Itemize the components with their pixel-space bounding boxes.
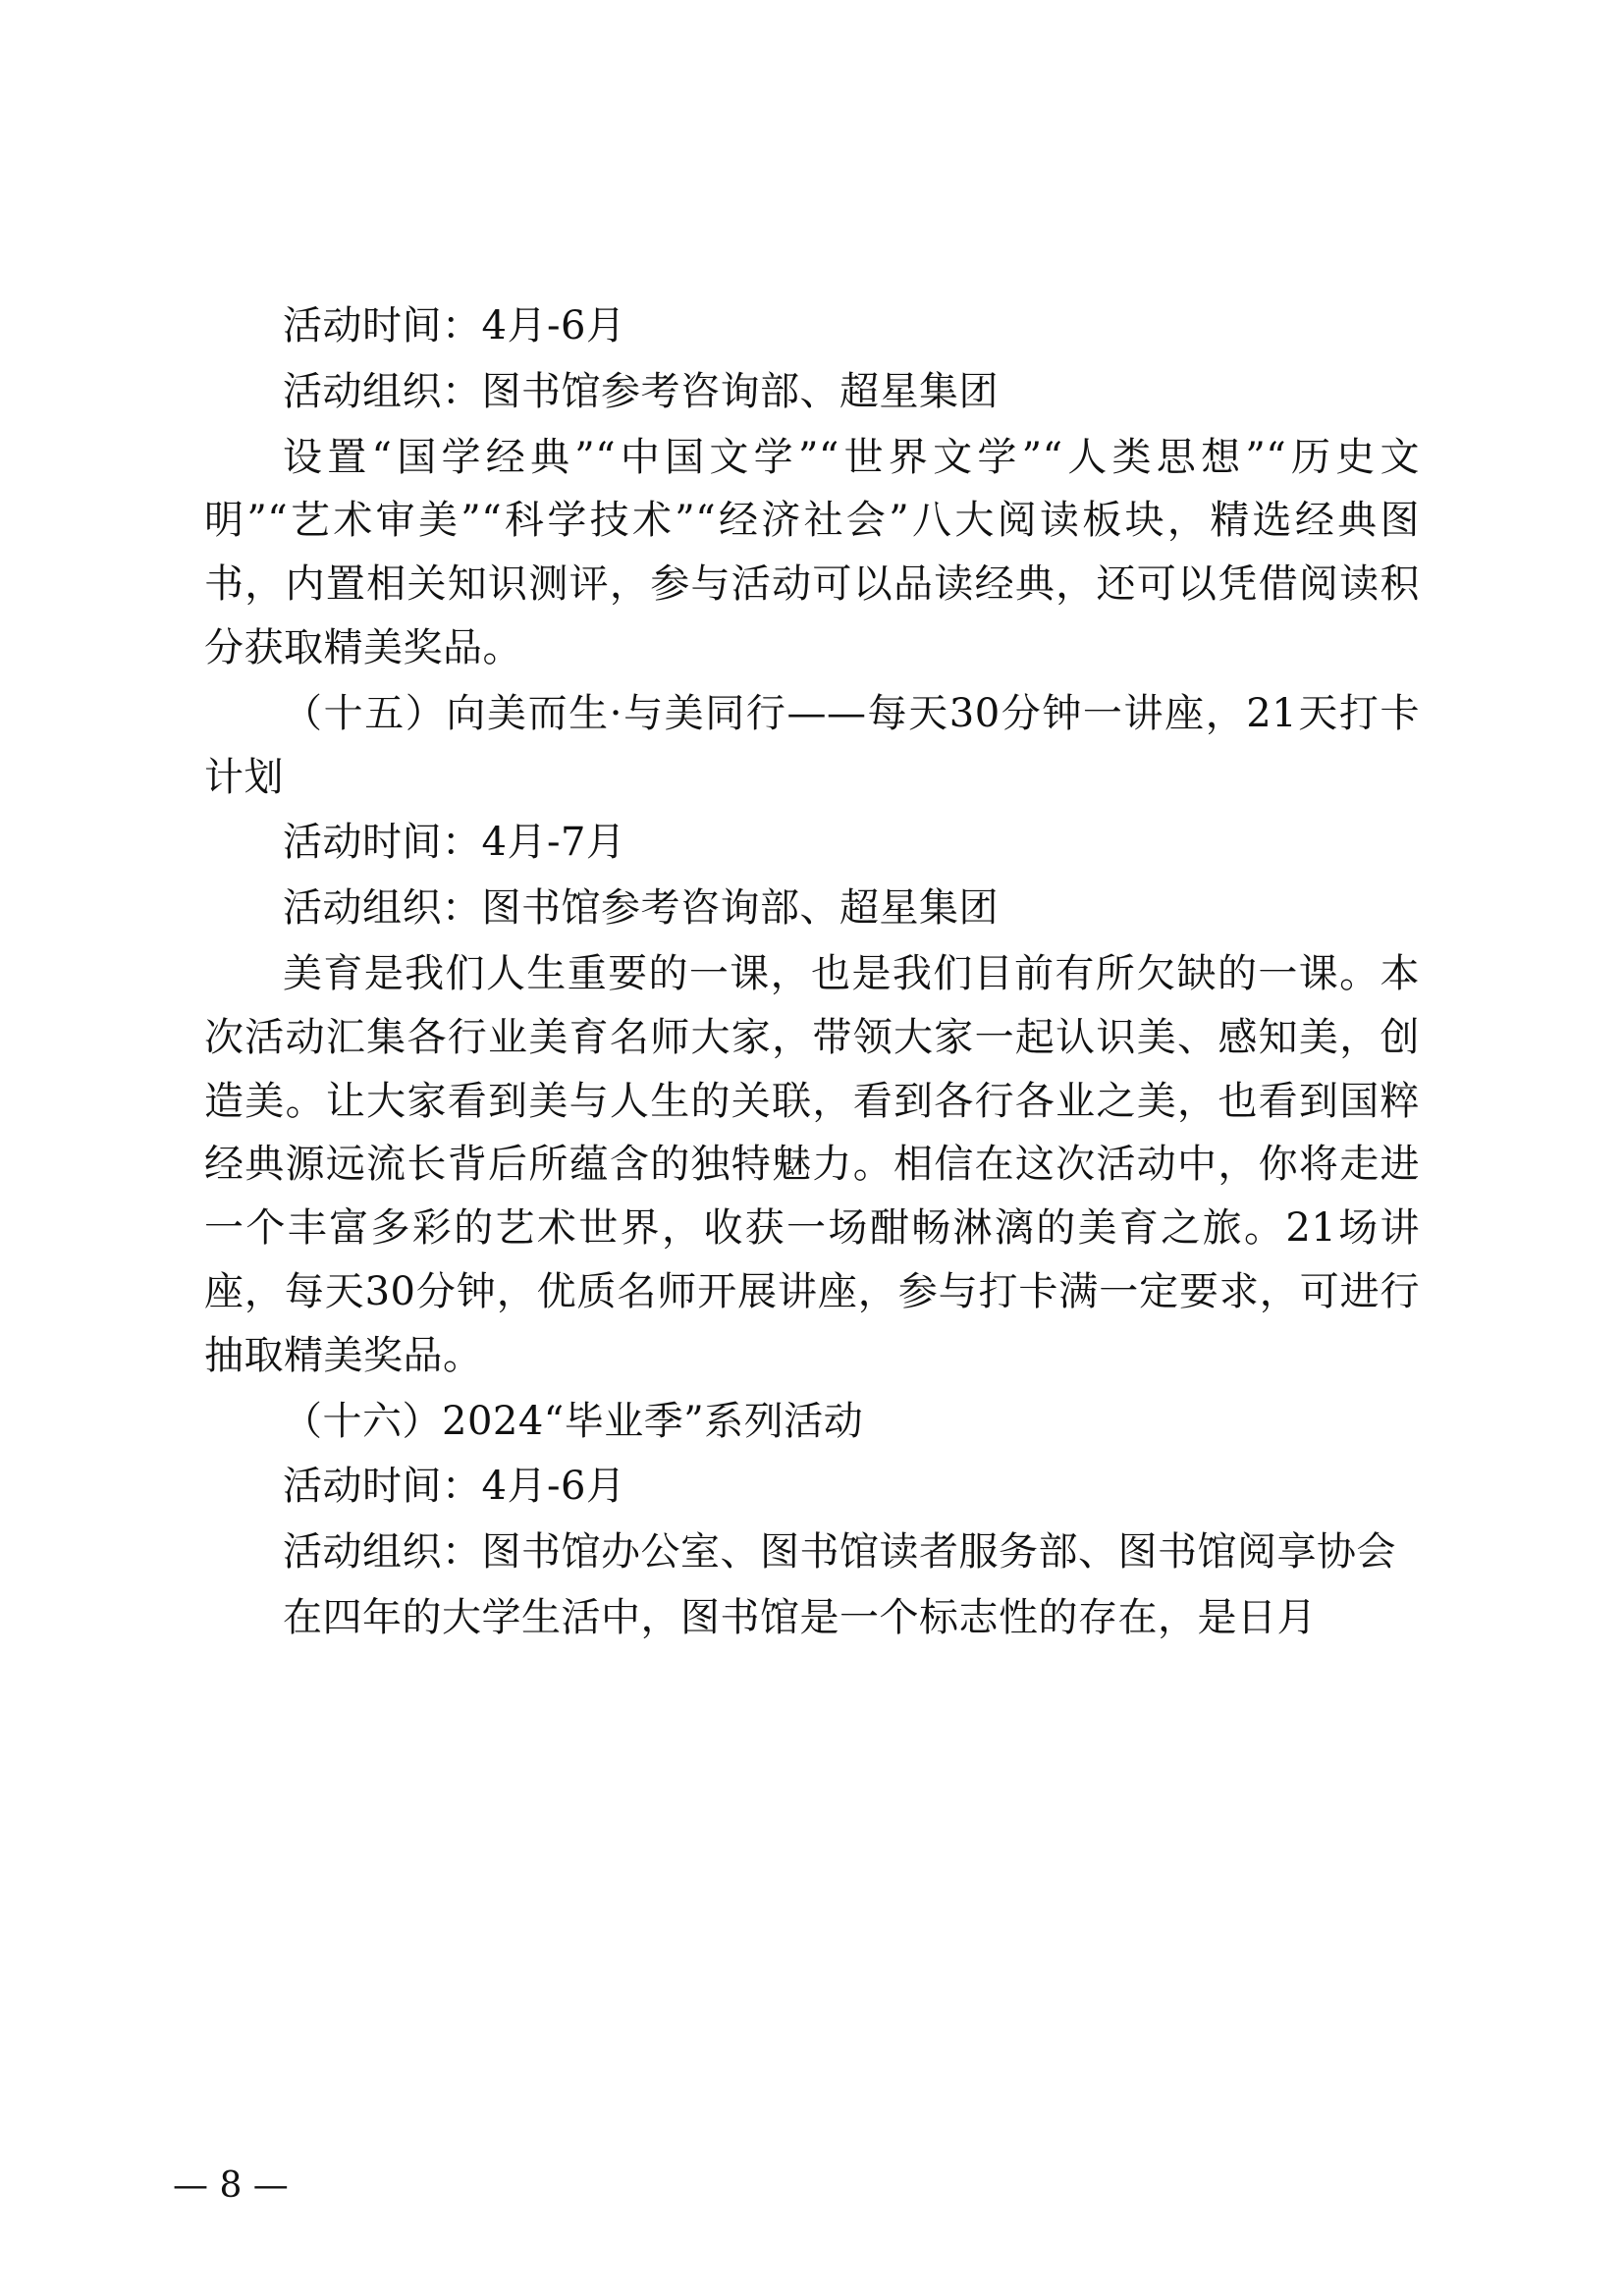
paragraph-reading-sections: 设置“国学经典”“中国文学”“世界文学”“人类思想”“历史文明”“艺术审美”“科学技术”“经济社会”八大阅读板块，精选经典图书，内置相关知识测评，参与活动可以品读经典，还可以凭借阅读积分获取精美奖品。 [204,434,1420,670]
paragraph-activity-time-1: 活动时间：4月-6月 [283,303,626,348]
paragraph-activity-org-1: 活动组织：图书馆参考咨询部、超星集团 [283,368,999,414]
paragraph-activity-org-3: 活动组织：图书馆办公室、图书馆读者服务部、图书馆阅享协会 [283,1529,1396,1575]
heading-section-16: （十六）2024“毕业季”系列活动 [283,1398,864,1444]
paragraph-activity-time-3: 活动时间：4月-6月 [283,1464,626,1510]
paragraph-activity-time-2: 活动时间：4月-7月 [283,820,626,866]
heading-section-15: （十五）向美而生·与美同行——每天30分钟一讲座，21天打卡计划 [204,690,1420,800]
page-number: — 8 — [173,2165,289,2206]
paragraph-aesthetic-education: 美育是我们人生重要的一课，也是我们目前有所欠缺的一课。本次活动汇集各行业美育名师大家，带领大家一起认识美、感知美，创造美。让大家看到美与人生的关联，看到各行各业之美，也看到国粹经典源远流长背后所蕴含的独特魅力。相信在这次活动中，你将走进一个丰富多彩的艺术世界，收获一场酣畅淋漓的美育之旅。21场讲座，每天30分钟，优质名师开展讲座，参与打卡满一定要求，可进行抽取精美奖品。 [204,950,1420,1378]
document-body [204,294,1420,1650]
paragraph-graduation-intro: 在四年的大学生活中，图书馆是一个标志性的存在，是日月 [283,1594,1317,1640]
paragraph-activity-org-2: 活动组织：图书馆参考咨询部、超星集团 [283,885,999,932]
